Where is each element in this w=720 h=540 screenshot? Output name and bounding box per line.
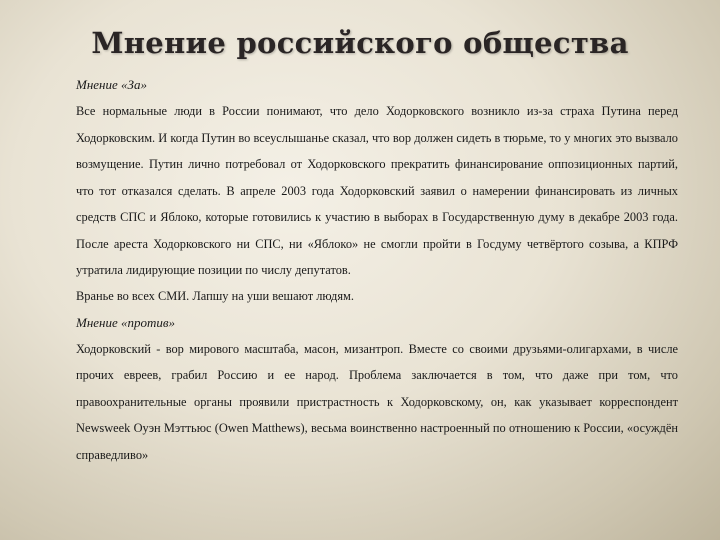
pro-paragraph: Все нормальные люди в России понимают, что дело Ходорковского возникло из-за страха Путина перед Ходорковским. И когда Путин во всеуслышанье сказал, что вор должен сидеть в тюрьме, то у многих это вызвало возмущение. Путин лично потребовал от Ходорковского прекратить финансирование оппозиционных партий, что тот отказался сделать. В апреле 2003 года Ходорковский заявил о намерении финансировать из личных средств СПС и Яблоко, которые готовились к участию в выборах в Государственную думу в декабре 2003 года. После ареста Ходорковского ни СПС, ни «Яблоко» не смогли пройти в Госдуму четвёртого созыва, а КПРФ утратила лидирующие позиции по числу депутатов. bbox=[76, 104, 678, 277]
con-heading: Мнение «против» bbox=[76, 314, 176, 330]
slide-title: Мнение российского общества bbox=[91, 26, 629, 60]
slide-content bbox=[76, 72, 678, 468]
con-paragraph: Ходорковский - вор мирового масштаба, масон, мизантроп. Вместе со своими друзьями-олигархами, в числе прочих евреев, грабил Россию и ее народ. Проблема заключается в том, что даже при том, что правоохранительные органы проявили пристрастность к Ходорковскому, он, как указывает корреспондент Newsweek Оуэн Мэттьюс (Owen Matthews), весьма воинственно настроенный по отношению к России, «осуждён справедливо» bbox=[76, 341, 678, 462]
pro-note: Вранье во всех СМИ. Лапшу на уши вешают людям. bbox=[76, 288, 354, 303]
pro-heading: Мнение «За» bbox=[76, 77, 147, 92]
